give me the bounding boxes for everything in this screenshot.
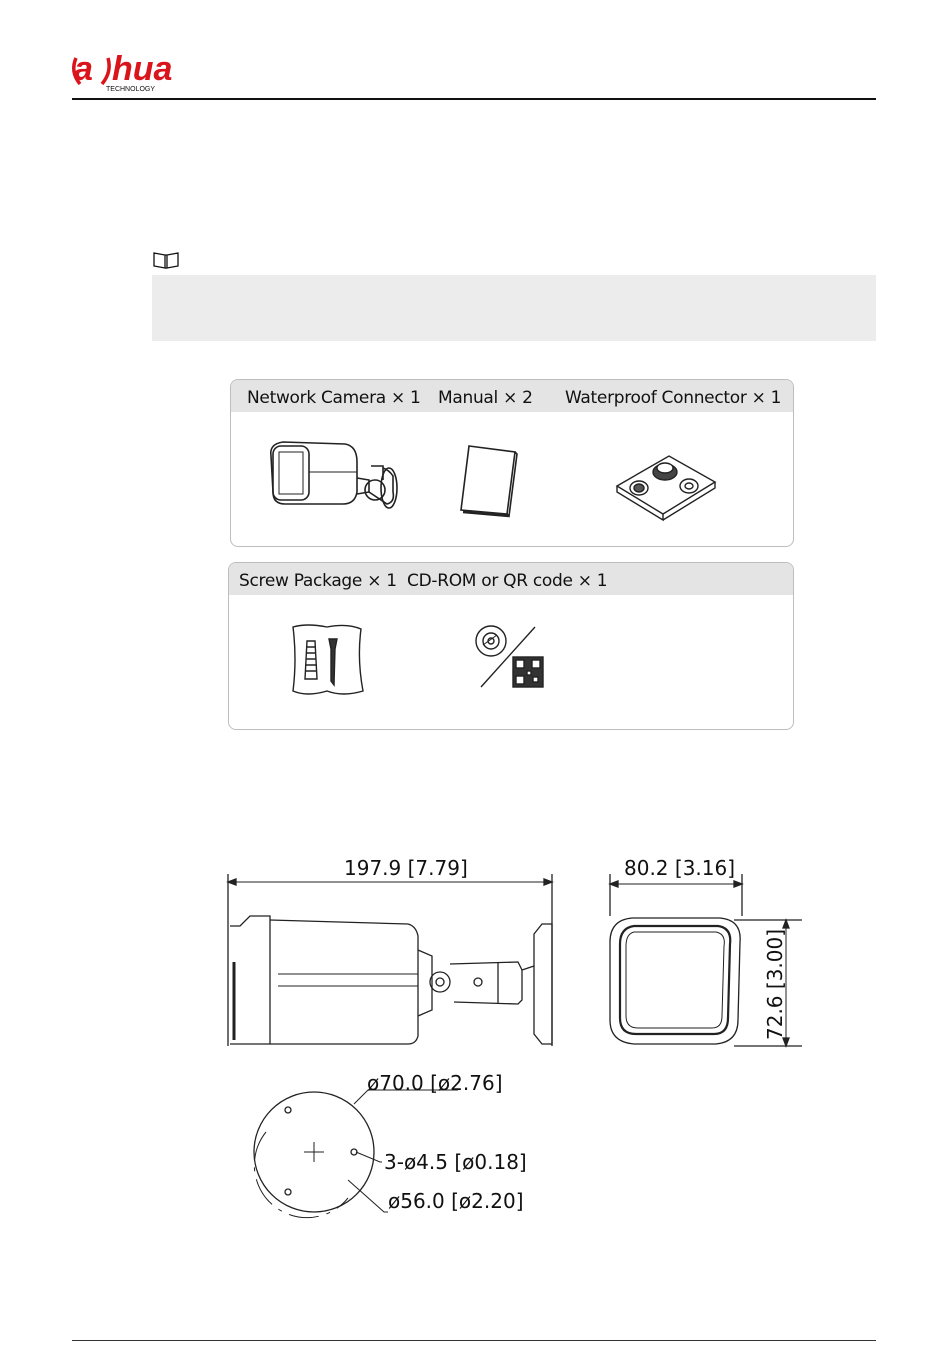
dimension-hole-circle: ø56.0 [ø2.20] [388, 1189, 524, 1213]
dimension-holes: 3-ø4.5 [ø0.18] [384, 1150, 527, 1174]
item-label-manual: Manual × 2 [438, 388, 533, 408]
camera-icon [265, 432, 405, 522]
header-rule [72, 98, 876, 100]
note-box [152, 275, 876, 341]
dimension-height: 72.6 [3.00] [763, 928, 787, 1040]
item-label-screw-package: Screw Package × 1 [239, 571, 397, 591]
brand-sub: TECHNOLOGY [106, 86, 156, 93]
svg-text:a: a [74, 50, 93, 88]
dahua-logo [72, 50, 212, 94]
item-label-cd-qr: CD-ROM or QR code × 1 [407, 571, 608, 591]
connector-icon [613, 442, 723, 522]
manual-icon [455, 440, 525, 520]
camera-side-view-drawing [222, 870, 562, 1070]
note-book-icon [152, 250, 180, 270]
dimension-base-diameter: ø70.0 [ø2.76] [367, 1071, 503, 1095]
screw-package-icon [287, 619, 367, 699]
package-panel-2 [228, 562, 794, 730]
footer-rule [72, 1340, 876, 1341]
svg-text:hua: hua [112, 50, 173, 88]
item-label-camera: Network Camera × 1 [247, 388, 421, 408]
package-panel-1 [230, 379, 794, 547]
cd-qr-icon [475, 621, 565, 713]
dimension-width: 80.2 [3.16] [624, 856, 736, 880]
item-label-connector: Waterproof Connector × 1 [565, 388, 782, 408]
dimension-length: 197.9 [7.79] [344, 856, 468, 880]
